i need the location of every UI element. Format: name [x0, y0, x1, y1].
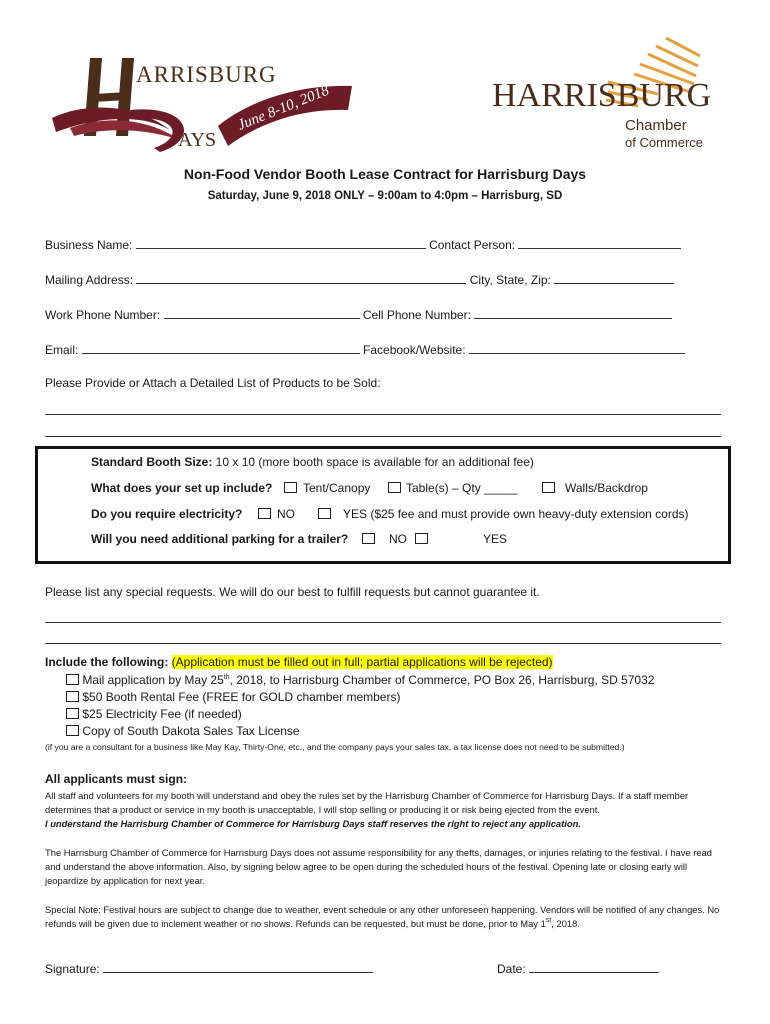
- contact-person-label: Contact Person:: [429, 238, 516, 252]
- city-state-zip-field[interactable]: [554, 271, 674, 284]
- email-label: Email:: [45, 343, 79, 357]
- walls-checkbox[interactable]: [542, 482, 555, 493]
- include-item-2-text: $50 Booth Rental Fee (FREE for GOLD chamber members): [82, 690, 401, 704]
- facebook-website-field[interactable]: [469, 341, 685, 354]
- date-label: Date:: [497, 962, 526, 976]
- booth-size-label: Standard Booth Size:: [91, 455, 213, 469]
- email-field[interactable]: [82, 341, 360, 354]
- signature-label: Signature:: [45, 962, 100, 976]
- products-line-2[interactable]: [45, 436, 721, 437]
- tent-option-label: Tent/Canopy: [303, 481, 371, 495]
- include-item-3-checkbox[interactable]: [66, 708, 79, 719]
- booth-size-text: 10 x 10 (more booth space is available for an additional fee): [212, 455, 534, 469]
- form-subtitle: Saturday, June 9, 2018 ONLY – 9:00am to 4:0pm – Harrisburg, SD: [207, 190, 563, 202]
- products-line-1[interactable]: [45, 414, 721, 415]
- applicants-heading: All applicants must sign:: [45, 772, 188, 786]
- include-item-4: [66, 724, 300, 738]
- consultant-note: (if you are a consultant for a business like May Kay, Thirty-One, etc., and the company pays your sales tax, a tax license does not need to be submitted.): [45, 742, 625, 752]
- special-requests-line-2[interactable]: [45, 643, 721, 644]
- electric-no-checkbox[interactable]: [258, 508, 271, 519]
- mailing-address-field[interactable]: [136, 271, 466, 284]
- walls-option-label: Walls/Backdrop: [565, 481, 648, 495]
- include-item-3-text: $25 Electricity Fee (if needed): [82, 707, 242, 721]
- harrisburg-days-logo: [50, 40, 370, 160]
- include-item-1-sup: th: [223, 674, 230, 681]
- work-phone-label: Work Phone Number:: [45, 308, 161, 322]
- mailing-city-row: [45, 271, 674, 287]
- include-item-2-checkbox[interactable]: [66, 691, 79, 702]
- parking-no-checkbox[interactable]: [362, 533, 375, 544]
- signature-field[interactable]: [103, 960, 373, 973]
- include-note: (Application must be filled out in full; partial applications will be rejected): [171, 655, 553, 669]
- table-option-label: Table(s) – Qty _____: [406, 481, 518, 495]
- chamber-name: HARRISBURG: [492, 77, 712, 114]
- booth-size-row: [91, 455, 534, 469]
- cell-phone-field[interactable]: [474, 306, 672, 319]
- table-checkbox[interactable]: [388, 482, 401, 493]
- electric-yes-label: YES ($25 fee and must provide own heavy-duty extension cords): [343, 507, 689, 521]
- harrisburg-chamber-logo: [488, 36, 718, 156]
- setup-question: What does your set up include?: [91, 481, 273, 495]
- electric-no-label: NO: [277, 507, 295, 521]
- applicants-para-2: The Harrisburg Chamber of Commerce for Harrisburg Days does not assume responsibility for any thefts, damages, or injuries relating to the festival. I have read and understand the above information. Also, by signing below agree to be open during the scheduled hours of the festival. Opening late or closing early will jeopardize by application for next year.: [45, 847, 712, 886]
- signature-row: [45, 960, 373, 976]
- applicants-para-3-text: Special Note: Festival hours are subject to change due to weather, event schedule or any other unforeseen happening. Vendors will be notified of any changes. No refunds will be given due to inclement weather or no shows. Refunds can be requested, but must be done, prior to May 1: [45, 904, 720, 929]
- hdays-dates: June 8-10, 2018: [235, 82, 332, 134]
- city-state-zip-label: City, State, Zip:: [469, 273, 551, 287]
- chamber-sunburst-graphic: [488, 36, 718, 156]
- business-name-label: Business Name:: [45, 238, 133, 252]
- include-item-1-text-end: , 2018, to Harrisburg Chamber of Commerce, PO Box 26, Harrisburg, SD 57032: [229, 673, 655, 687]
- include-item-1-checkbox[interactable]: [66, 674, 79, 685]
- special-requests-prompt: Please list any special requests. We will do our best to fulfill requests but cannot guarantee it.: [45, 585, 540, 599]
- applicants-para-1-emph: I understand the Harrisburg Chamber of Commerce for Harrisburg Days staff reserves the right to reject any application.: [45, 818, 581, 829]
- parking-yes-checkbox[interactable]: [415, 533, 428, 544]
- date-row: [497, 960, 659, 976]
- include-item-1-text: Mail application by May 25: [82, 673, 224, 687]
- applicants-para-3-sup: st: [545, 917, 552, 924]
- applicants-para-1: [45, 789, 725, 831]
- include-item-4-checkbox[interactable]: [66, 725, 79, 736]
- hdays-bottom-word: AYS: [178, 129, 217, 151]
- business-contact-row: [45, 236, 681, 252]
- email-web-row: [45, 341, 685, 357]
- parking-no-label: NO: [389, 532, 407, 546]
- hdays-top-word: ARRISBURG: [136, 62, 277, 87]
- applicants-para-3-text-end: , 2018.: [551, 918, 580, 929]
- include-heading: Include the following:: [45, 655, 169, 669]
- parking-yes-label: YES: [483, 532, 508, 546]
- electric-question: Do you require electricity?: [91, 507, 243, 521]
- work-phone-field[interactable]: [164, 306, 360, 319]
- chamber-line2: of Commerce: [625, 135, 704, 150]
- include-item-2: [66, 690, 400, 704]
- applicants-para-3: [45, 903, 725, 931]
- facebook-website-label: Facebook/Website:: [363, 343, 466, 357]
- special-requests-line-1[interactable]: [45, 622, 721, 623]
- products-prompt: Please Provide or Attach a Detailed List of Products to be Sold:: [45, 376, 381, 390]
- include-item-1: [66, 673, 654, 687]
- include-item-3: [66, 707, 242, 721]
- harrisburg-days-logo-graphic: [50, 40, 370, 160]
- cell-phone-label: Cell Phone Number:: [362, 308, 471, 322]
- tent-checkbox[interactable]: [284, 482, 297, 493]
- form-title: Non-Food Vendor Booth Lease Contract for Harrisburg Days: [183, 166, 587, 182]
- business-name-field[interactable]: [136, 236, 426, 249]
- electric-yes-checkbox[interactable]: [318, 508, 331, 519]
- phone-row: [45, 306, 672, 322]
- date-field[interactable]: [529, 960, 659, 973]
- applicants-para-1-text: All staff and volunteers for my booth will understand and obey the rules set by the Harrisburg Chamber of Commerce for Harrisburg Days. If a staff member determines that a product or service in my booth is unacceptable, I will stop selling or producing it or risk being ejected from the event.: [45, 790, 689, 815]
- include-heading-row: [45, 655, 553, 669]
- include-item-4-text: Copy of South Dakota Sales Tax License: [82, 724, 300, 738]
- mailing-address-label: Mailing Address:: [45, 273, 134, 287]
- contact-person-field[interactable]: [518, 236, 681, 249]
- chamber-line1: Chamber: [625, 117, 687, 134]
- parking-question: Will you need additional parking for a trailer?: [91, 532, 349, 546]
